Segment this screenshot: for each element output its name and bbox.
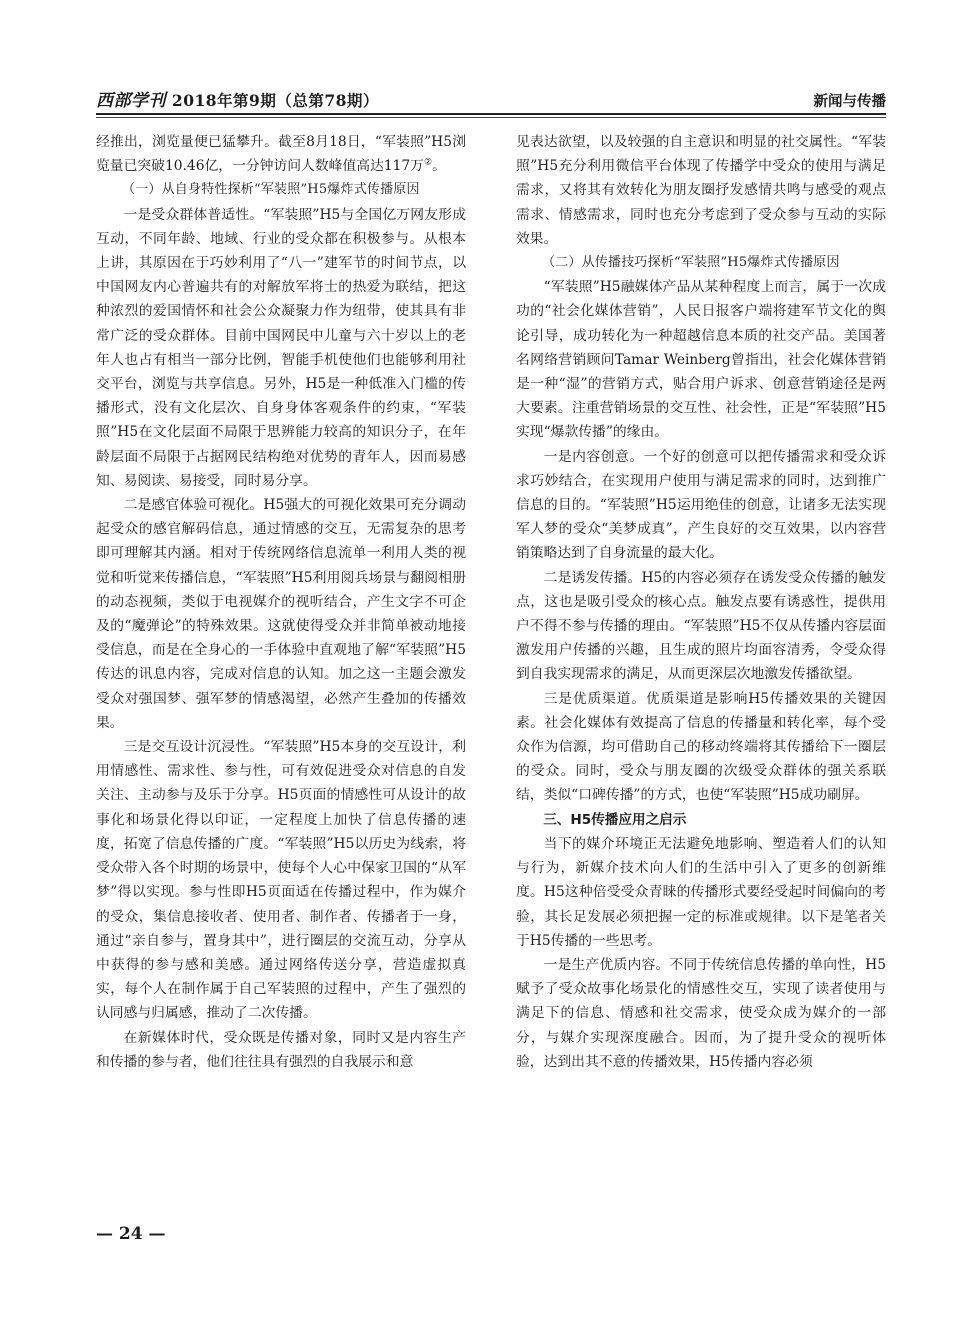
paragraph xyxy=(96,203,466,493)
paragraph-text: 二是感官体验可视化。H5强大的可视化效果可充分调动起受众的感官解码信息，通过情感的交互，无需复杂的思考即可理解其内涵。相对于传统网络信息流单一利用人类的视觉和听觉来传播信息，“军装照”H5利用阅兵场景与翻阅相册的动态视频，类似于电视媒介的视听结合，产生文字不可企及的“魔弹论”的特殊效果。这就使得受众并非简单被动地接受信息，而是在全身心的一手体验中直观地了解“军装照”H5传达的讯息内容，完成对信息的认知。加之这一主题会激发受众对强国梦、强军梦的情感渴望，必然产生叠加的传播效果。 xyxy=(96,497,466,731)
header-rule-thin xyxy=(96,117,886,118)
paragraph xyxy=(96,735,466,1025)
paragraph-text: 二是诱发传播。H5的内容必须存在诱发受众传播的触发点，这也是吸引受众的核心点。触发点要有诱惑性，提供用户不得不参与传播的理由。“军装照”H5不仅从传播内容层面激发用户传播的兴趣，且生成的照片均面容清秀，令受众得到自我实现需求的满足，从而更深层次地激发传播欲望。 xyxy=(516,569,886,683)
subsection-heading xyxy=(96,178,466,202)
paragraph xyxy=(96,1026,466,1074)
paragraph-text: “军装照”H5融媒体产品从某种程度上而言，属于一次成功的“社会化媒体营销”，人民日报客户端将建军节文化的舆论引导，成功转化为一种超越信息本质的社交产品。美国著名网络营销顾问Tamar Weinberg曾指出，社会化媒体营销是一种“湿”的营销方式，贴合用户诉求、创意营销途径是两大要素。注重营销场景的交互性、社会性，正是“军装照”H5实现“爆款传播”的缘由。 xyxy=(516,279,886,441)
paragraph-text: 一是内容创意。一个好的创意可以把传播需求和受众诉求巧妙结合，在实现用户使用与满足需求的同时，达到推广信息的目的。“军装照”H5运用绝佳的创意，让诸多无法实现军人梦的受众“美梦成真”，产生良好的交互效果，以内容营销策略达到了自身流量的最大化。 xyxy=(516,448,886,562)
paragraph-text: 三、H5传播应用之启示 xyxy=(543,811,687,828)
paragraph xyxy=(516,687,886,808)
journal-logo: 西部学刊 xyxy=(96,91,166,111)
paragraph-continued xyxy=(96,130,466,178)
page-number: — 24 — xyxy=(96,1224,166,1244)
section-title: 新闻与传播 xyxy=(813,93,886,110)
paragraph-text: 三是交互设计沉浸性。“军装照”H5本身的交互设计，利用情感性、需求性、参与性，可有效促进受众对信息的自发关注、主动参与及乐于分享。H5页面的情感性可从设计的故事化和场景化得以印证，一定程度上加快了信息传播的速度，拓宽了信息传播的广度。“军装照”H5以历史为线索，将受众带入各个时期的场景中，使每个人心中保家卫国的“从军梦”得以实现。参与性即H5页面适在传播过程中，作为媒介的受众，集信息接收者、使用者、制作者、传播者于一身，通过“亲自参与，置身其中”，进行圈层的交流互动，分享从中获得的参与感和美感。通过网络传送分享，营造虚拟真实，每个人在制作属于自己军装照的过程中，产生了强烈的认同感与归属感，推动了二次传播。 xyxy=(96,739,466,1022)
footnote-ref: ② xyxy=(423,157,433,168)
paragraph xyxy=(96,493,466,735)
paragraph-text: 当下的媒介环境正无法避免地影响、塑造着人们的认知与行为，新媒介技术向人们的生活中引入了更多的创新维度。H5这种倍受受众青睐的传播形式要经受起时间偏向的考验，其长足发展必须把握一定的标准或规律。以下是笔者关于H5传播的一些思考。 xyxy=(516,835,886,949)
paragraph-text: 一是受众群体普适性。“军装照”H5与全国亿万网友形成互动，不同年龄、地域、行业的受众都在积极参与。从根本上讲，其原因在于巧妙利用了“八一”建军节的时间节点，以中国网友内心普遍共有的对解放军将士的热爱为联结，把这种浓烈的爱国情怀和社会公众凝聚力作为纽带，使其具有非常广泛的受众群体。目前中国网民中儿童与六十岁以上的老年人也占有相当一部分比例，智能手机使他们也能够利用社交平台，浏览与共享信息。另外，H5是一种低准入门槛的传播形式，没有文化层次、自身身体客观条件的约束，“军装照”H5在文化层面不局限于思辨能力较高的知识分子，在年龄层面不局限于占据网民结构绝对优势的青年人，因而易感知、易阅读、易接受，同时易分享。 xyxy=(96,206,466,489)
paragraph-text: 三是优质渠道。优质渠道是影响H5传播效果的关键因素。社会化媒体有效提高了信息的传播量和转化率，每个受众作为信源，均可借助自己的移动终端将其传播给下一圈层的受众。同时，受众与朋友圈的次级受众群体的强关系联结，类似“口碑传播”的方式，也使“军装照”H5成功刷屏。 xyxy=(516,690,886,804)
paragraph-continued xyxy=(516,130,886,251)
paragraph xyxy=(516,832,886,953)
paragraph-tail: 。 xyxy=(432,158,446,175)
paragraph-text: （二）从传播技巧探析“军装照”H5爆炸式传播原因 xyxy=(542,255,840,271)
paragraph-text: 见表达欲望，以及较强的自主意识和明显的社交属性。“军装照”H5充分利用微信平台体现了传播学中受众的使用与满足需求，又将其有效转化为朋友圈抒发感情共鸣与感受的观点需求、情感需求，同时也充分考虑到了受众参与互动的实际效果。 xyxy=(516,134,886,247)
issue-info: 2018年第9期（总第78期） xyxy=(171,91,379,110)
paragraph-text: 在新媒体时代，受众既是传播对象，同时又是内容生产和传播的参与者，他们往往具有强烈的自我展示和意 xyxy=(96,1029,466,1070)
section-heading xyxy=(516,808,886,832)
journal-info xyxy=(96,86,379,111)
paragraph-text: （一）从自身特性探析“军装照”H5爆炸式传播原因 xyxy=(122,182,420,198)
subsection-heading xyxy=(516,251,886,275)
paragraph xyxy=(516,953,886,1074)
paragraph xyxy=(516,275,886,444)
page-header xyxy=(96,82,886,112)
paragraph-text: 经推出，浏览量便已猛攀升。截至8月18日，“军装照”H5浏览量已突破10.46亿，一分钟访问人数峰值高达117万 xyxy=(96,134,466,175)
paragraph-text: 一是生产优质内容。不同于传统信息传播的单向性，H5赋予了受众故事化场景化的情感性交互，实现了读者使用与满足下的信息、情感和社交需求，使受众成为媒介的一部分，与媒介实现深度融合。因而，为了提升受众的视听体验，达到出其不意的传播效果，H5传播内容必须 xyxy=(516,956,886,1070)
right-column xyxy=(516,130,886,1074)
header-rule-thick xyxy=(96,113,886,115)
paragraph xyxy=(516,445,886,566)
paragraph xyxy=(516,566,886,687)
left-column xyxy=(96,130,466,1074)
